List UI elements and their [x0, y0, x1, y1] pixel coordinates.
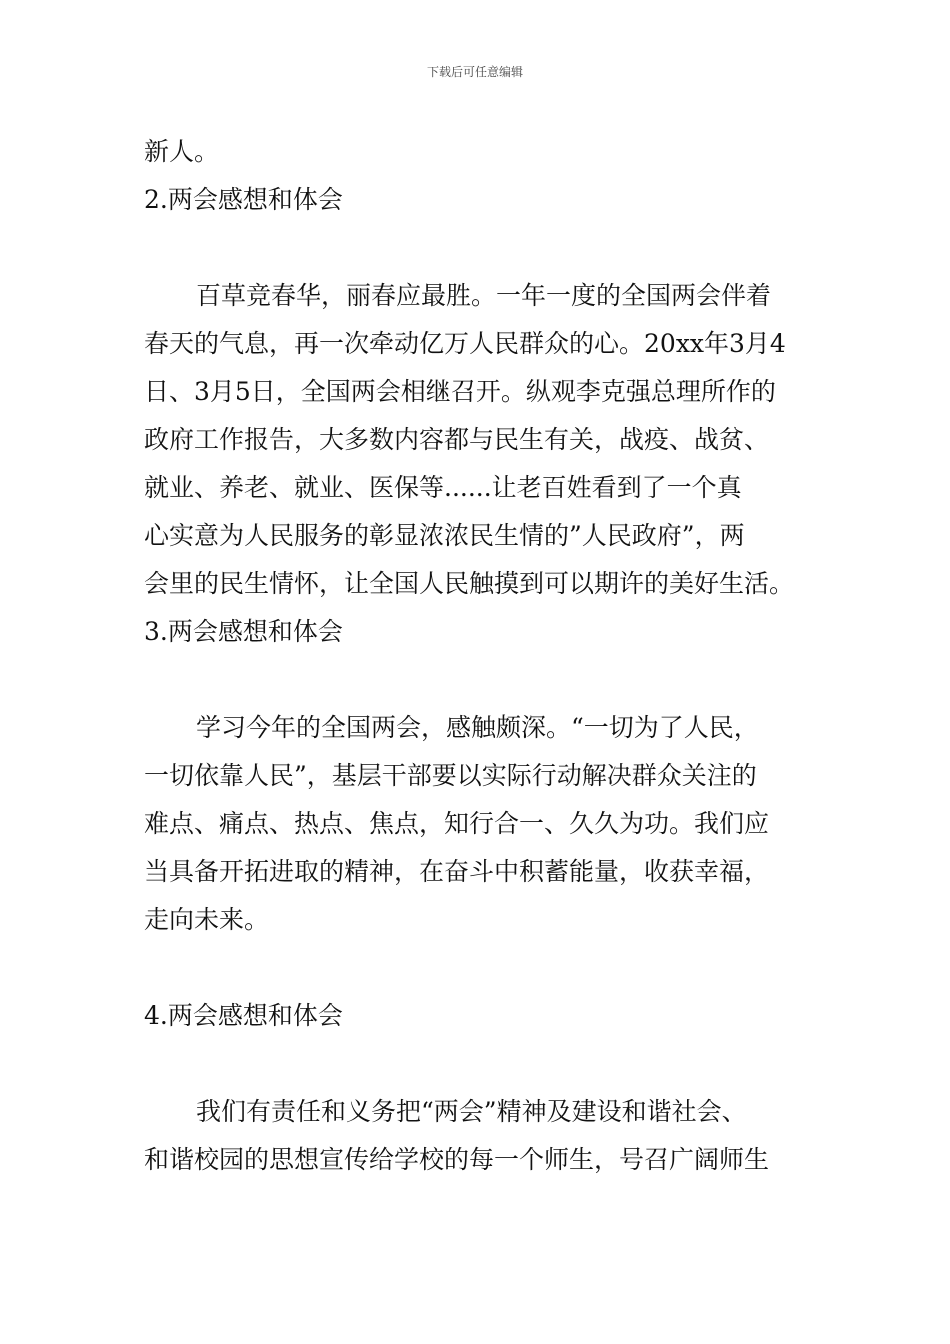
- text-line: 学习今年的全国两会，感触颇深。“一切为了人民，: [196, 713, 759, 742]
- text-line: 政府工作报告，大多数内容都与民生有关，战疫、战贫、: [144, 425, 770, 454]
- text-line: 3.两会感想和体会: [144, 617, 343, 646]
- text-line: 会里的民生情怀，让全国人民触摸到可以期许的美好生活。: [144, 569, 795, 598]
- paragraph-gap: [144, 224, 809, 272]
- text-line: 和谐校园的思想宣传给学校的每一个师生，号召广阔师生: [144, 1145, 770, 1174]
- text-line: 4.两会感想和体会: [144, 1001, 343, 1030]
- text-line: 百草竞春华，丽春应最胜。一年一度的全国两会伴着: [196, 281, 772, 310]
- text-line: 日、3月5日，全国两会相继召开。纵观李克强总理所作的: [144, 377, 776, 406]
- text-line: 当具备开拓进取的精神，在奋斗中积蓄能量，收获幸福，: [144, 857, 770, 886]
- text-line: 一切依靠人民”，基层干部要以实际行动解决群众关注的: [144, 761, 757, 790]
- text-line: 难点、痛点、热点、焦点，知行合一、久久为功。我们应: [144, 809, 770, 838]
- text-line: 走向未来。: [144, 905, 270, 934]
- paragraph-gap: [144, 944, 809, 992]
- text-line: 春天的气息，再一次牵动亿万人民群众的心。20xx年3月4: [144, 329, 786, 358]
- paragraph-gap: [144, 1040, 809, 1088]
- text-line: 就业、养老、就业、医保等......让老百姓看到了一个真: [144, 473, 742, 502]
- text-line: 心实意为人民服务的彰显浓浓民生情的”人民政府”，两: [144, 521, 745, 550]
- page-header: 下载后可任意编辑: [426, 65, 523, 79]
- text-line: 我们有责任和义务把“两会”精神及建设和谐社会、: [196, 1097, 747, 1126]
- text-line: 2.两会感想和体会: [144, 185, 343, 214]
- document-body: [144, 128, 809, 1184]
- paragraph-gap: [144, 656, 809, 704]
- text-line: 新人。: [144, 137, 220, 166]
